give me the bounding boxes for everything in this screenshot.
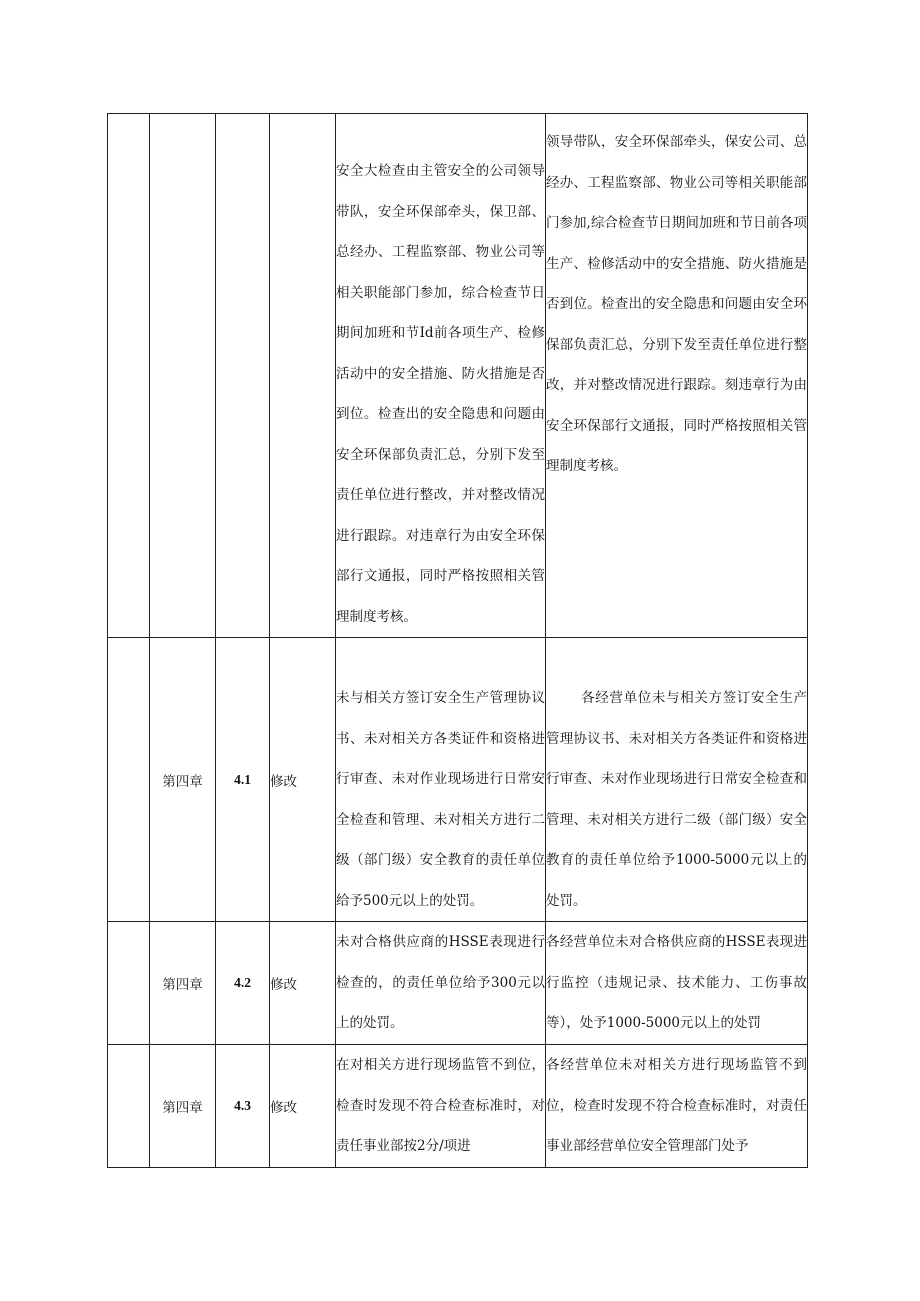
action-cell: 修改 [270, 638, 336, 922]
clause-cell [216, 114, 270, 638]
revised-text-cell [546, 638, 808, 922]
clause-cell: 4.1 [216, 638, 270, 922]
revised-text: 各经营单位未对合格供应商的HSSE表现进行监控（违规记录、技术能力、工伤事故等），处予1000-5000元以上的处罚 [546, 934, 807, 1032]
clause-cell: 4.3 [216, 1045, 270, 1168]
index-cell [108, 114, 150, 638]
table-row [108, 114, 808, 638]
original-text-cell [336, 114, 546, 638]
action-cell: 修改 [270, 922, 336, 1045]
original-text: 未对合格供应商的HSSE表现进行检查的，的责任单位给予300元以上的处罚。 [336, 934, 545, 1032]
original-text-cell [336, 638, 546, 922]
revised-text: 各经营单位未对相关方进行现场监管不到位，检查时发现不符合检查标准时，对责任事业部经营单位安全管理部门处予 [546, 1057, 807, 1154]
action-cell: 修改 [270, 1045, 336, 1168]
clause-cell: 4.2 [216, 922, 270, 1045]
revision-table [107, 113, 808, 1168]
index-cell [108, 1045, 150, 1168]
original-text: 未与相关方签订安全生产管理协议书、未对相关方各类证件和资格进行审查、未对作业现场进行日常安全检查和管理、未对相关方进行二级（部门级）安全教育的责任单位给予500元以上的处罚。 [336, 690, 545, 909]
original-text: 在对相关方进行现场监管不到位，检查时发现不符合检查标准时，对责任事业部按2分/项进 [336, 1057, 545, 1154]
chapter-cell: 第四章 [150, 922, 216, 1045]
chapter-cell: 第四章 [150, 1045, 216, 1168]
revised-text-cell [546, 114, 808, 638]
revised-text-cell [546, 1045, 808, 1168]
table-row [108, 638, 808, 922]
index-cell [108, 922, 150, 1045]
original-text-cell [336, 922, 546, 1045]
revised-text-cell [546, 922, 808, 1045]
action-cell [270, 114, 336, 638]
revised-text: 领导带队，安全环保部牵头，保安公司、总经办、工程监察部、物业公司等相关职能部门参加,综合检查节日期间加班和节日前各项生产、检修活动中的安全措施、防火措施是否到位。检查出的安全隐患和问题由安全环保部负责汇总，分别下发至责任单位进行整改，并对整改情况进行跟踪。刻违章行为由安全环保部行文通报，同时严格按照相关管理制度考核。 [546, 134, 807, 474]
index-cell [108, 638, 150, 922]
original-text-cell [336, 1045, 546, 1168]
chapter-cell: 第四章 [150, 638, 216, 922]
chapter-cell [150, 114, 216, 638]
revised-text: 各经营单位未与相关方签订安全生产管理协议书、未对相关方各类证件和资格进行审查、未对作业现场进行日常安全检查和管理、未对相关方进行二级（部门级）安全教育的责任单位给予1000-5000元以上的处罚。 [546, 690, 807, 909]
table-row [108, 922, 808, 1045]
original-text: 安全大检查由主管安全的公司领导带队，安全环保部牵头，保卫部、总经办、工程监察部、物业公司等相关职能部门参加，综合检查节日期间加班和节Id前各项生产、检修活动中的安全措施、防火措施是否到位。检查出的安全隐患和问题由安全环保部负责汇总，分别下发至责任单位进行整改，并对整改情况进行跟踪。对违章行为由安全环保部行文通报，同时严格按照相关管理制度考核。 [336, 163, 545, 625]
table-row [108, 1045, 808, 1168]
